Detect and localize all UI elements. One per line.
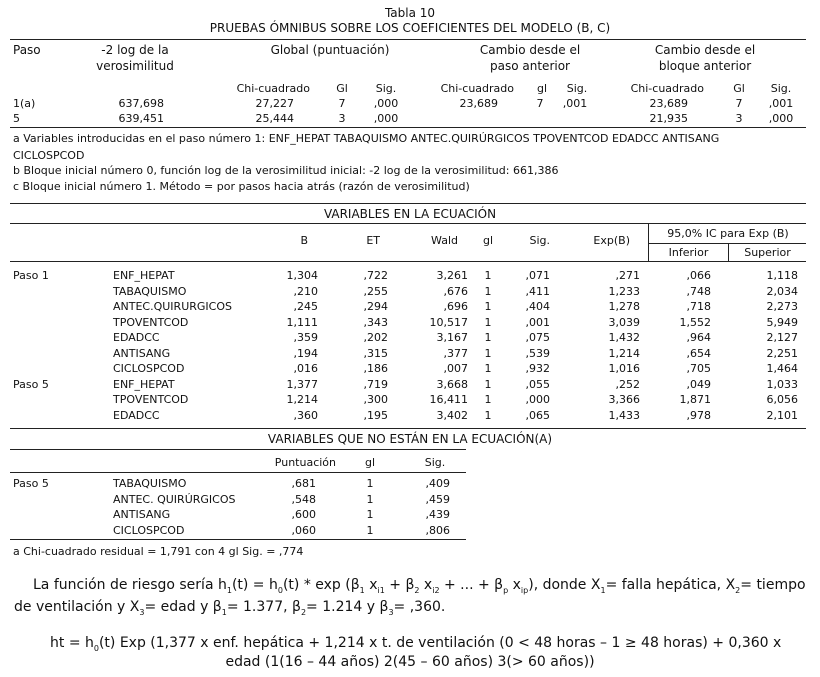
cell-punt: ,548	[291, 492, 316, 506]
cell-gl: 1	[484, 315, 492, 329]
cell-gl: 1	[484, 393, 492, 406]
row-bloque-chi: 23,689	[649, 97, 688, 110]
text-fragment: = 1.214 y β	[306, 599, 389, 615]
subscript: p	[503, 585, 509, 595]
subscript: ip	[520, 585, 529, 595]
sub-chi-paso: Chi-cuadrado	[440, 82, 514, 95]
table2-title: VARIABLES EN LA ECUACIÓN	[323, 207, 497, 221]
cell-sig: ,411	[525, 284, 550, 298]
table1-top-rule	[10, 39, 806, 40]
cell-exp: ,271	[615, 269, 640, 282]
cell-sup: 5,949	[766, 315, 798, 329]
row-global-chi: 27,227	[255, 97, 294, 110]
row-paso: 1(a)	[13, 97, 36, 110]
text-fragment: de ventilación y X	[14, 599, 140, 615]
cell-exp: 3,039	[608, 315, 640, 329]
cell-sig: ,071	[525, 269, 550, 282]
text-fragment: ), donde X	[528, 577, 601, 593]
text-fragment: + β	[384, 577, 415, 593]
text-fragment: ht = h	[50, 635, 94, 651]
cell-et: ,722	[363, 269, 388, 282]
sub-gl-global: Gl	[336, 82, 348, 95]
cell-exp: 1,233	[608, 284, 640, 298]
note-a-line1: a Variables introducidas en el paso número 1: ENF_HEPAT TABAQUISMO ANTEC.QUIRÚRGICOS TPOVENTCOD EDADCC ANTISANG	[13, 132, 720, 145]
cell-b: 1,377	[286, 377, 318, 391]
cell-sup: 2,127	[766, 331, 798, 344]
note-b: b Bloque inicial número 0, función log de la verosimilitud inicial: -2 log de la verosimilitud: 661,386	[13, 164, 559, 177]
cell-var: ENF_HEPAT	[113, 377, 175, 391]
row-bloque-sig: ,001	[768, 97, 794, 110]
cell-exp: 3,366	[608, 393, 640, 406]
row-bloque-chi: 21,935	[649, 112, 688, 125]
subscript: 1	[359, 585, 365, 595]
subscript: 1	[226, 585, 232, 595]
cell-inf: ,964	[686, 331, 711, 344]
table3-note: a Chi-cuadrado residual = 1,791 con 4 gl Sig. = ,774	[13, 545, 304, 558]
cell-sig: ,001	[525, 315, 550, 329]
cell-gl: 1	[484, 300, 492, 313]
subscript: 2	[735, 585, 741, 595]
sub-sig-paso: Sig.	[566, 82, 588, 95]
header-sig: Sig.	[529, 234, 550, 247]
subscript: 0	[93, 643, 99, 653]
table3-title-rule	[10, 449, 466, 450]
cell-inf: 1,871	[679, 393, 711, 406]
cell-gl: 1	[366, 508, 374, 521]
cell-gl: 1	[484, 362, 492, 375]
cell-sig: ,055	[525, 377, 550, 391]
cell-exp: ,252	[615, 377, 640, 391]
text-fragment: x	[508, 577, 521, 593]
cell-exp: 1,016	[608, 362, 640, 375]
text-fragment: = ,360.	[393, 599, 446, 615]
header-exp: Exp(B)	[593, 234, 630, 247]
cell-inf: ,978	[686, 408, 711, 422]
row-global-chi: 25,444	[255, 112, 294, 125]
header-puntuacion: Puntuación	[274, 456, 336, 469]
cell-sig: ,409	[425, 477, 450, 490]
cell-var: CICLOSPCOD	[113, 362, 185, 375]
cell-punt: ,060	[291, 523, 316, 537]
cell-sup: 2,251	[766, 346, 798, 360]
text-fragment: = falla hepática, X	[605, 577, 736, 593]
cell-paso: Paso 5	[13, 377, 49, 391]
table2-header-rule	[10, 261, 806, 262]
cell-var: ENF_HEPAT	[113, 269, 175, 282]
cell-b: 1,111	[286, 315, 318, 329]
cell-et: ,186	[363, 362, 388, 375]
cell-gl: 1	[484, 377, 492, 391]
hazard-function-line2	[14, 599, 445, 617]
cell-sup: 1,033	[766, 377, 798, 391]
subscript: 2	[300, 607, 307, 617]
cell-et: ,195	[363, 408, 388, 422]
table3-header-rule	[10, 472, 466, 473]
cell-b: ,016	[293, 362, 318, 375]
note-c: c Bloque inicial número 1. Método = por pasos hacia atrás (razón de verosimilitud)	[13, 180, 470, 193]
cell-inf: ,748	[686, 284, 711, 298]
cell-paso: Paso 1	[13, 269, 49, 282]
cell-exp: 1,278	[608, 300, 640, 313]
table-number: Tabla 10	[384, 6, 436, 20]
row-paso-gl: 7	[536, 97, 544, 110]
cell-b: ,359	[293, 331, 318, 344]
cell-b: ,360	[293, 408, 318, 422]
row-bloque-sig: ,000	[768, 112, 794, 125]
table2-bottom-rule	[10, 428, 806, 429]
row-bloque-gl: 7	[735, 97, 743, 110]
row-global-sig: ,000	[373, 112, 399, 125]
cell-et: ,343	[363, 315, 388, 329]
subscript: i1	[377, 585, 385, 595]
row-global-sig: ,000	[373, 97, 399, 110]
cell-gl: 1	[484, 346, 492, 360]
cell-var: TABAQUISMO	[113, 477, 187, 490]
header-b: B	[300, 234, 308, 247]
cell-exp: 1,214	[608, 346, 640, 360]
text-fragment: x	[364, 577, 378, 593]
cell-var: TPOVENTCOD	[113, 315, 189, 329]
cell-var: EDADCC	[113, 331, 160, 344]
row-log: 639,451	[118, 112, 164, 125]
subscript: 2	[414, 585, 420, 595]
sub-gl-bloque: Gl	[733, 82, 745, 95]
cell-inf: ,654	[686, 346, 711, 360]
cell-gl: 1	[366, 477, 374, 490]
cell-inf: 1,552	[679, 315, 711, 329]
cell-et: ,202	[363, 331, 388, 344]
cell-sig: ,539	[525, 346, 550, 360]
row-paso-chi: 23,689	[459, 97, 498, 110]
table3-title: VARIABLES QUE NO ESTÁN EN LA ECUACIÓN(A)	[267, 432, 553, 446]
cell-wald: ,696	[443, 300, 468, 313]
row-bloque-gl: 3	[735, 112, 743, 125]
sub-chi-global: Chi-cuadrado	[236, 82, 310, 95]
sub-sig-bloque: Sig.	[770, 82, 792, 95]
subscript: 0	[277, 585, 283, 595]
table2-title-rule	[10, 223, 806, 224]
cell-et: ,300	[363, 393, 388, 406]
equation-line1	[50, 635, 781, 653]
cell-var: TABAQUISMO	[113, 284, 187, 298]
cell-wald: 3,668	[436, 377, 468, 391]
cell-sup: 2,034	[766, 284, 798, 298]
header-gl: gl	[364, 456, 376, 469]
cell-sig: ,065	[525, 408, 550, 422]
cell-inf: ,049	[686, 377, 711, 391]
hazard-function-line1	[33, 577, 806, 595]
cell-wald: 3,402	[436, 408, 468, 422]
cell-gl: 1	[484, 408, 492, 422]
cell-inf: ,718	[686, 300, 711, 313]
cell-var: ANTISANG	[113, 508, 171, 521]
cell-sig: ,000	[525, 393, 550, 406]
text-fragment: (t) * exp (β	[282, 577, 360, 593]
cell-var: EDADCC	[113, 408, 160, 422]
cell-b: 1,214	[286, 393, 318, 406]
subscript: 3	[388, 607, 394, 617]
cell-var: ANTEC. QUIRÚRGICOS	[113, 492, 236, 506]
row-global-gl: 3	[338, 112, 346, 125]
text-fragment: (t) Exp (1,377 x enf. hepática + 1,214 x t. de ventilación (0 < 48 horas – 1 ≥ 48 horas) + 0,360 x	[98, 635, 782, 651]
row-paso: 5	[13, 112, 20, 125]
cell-punt: ,600	[291, 508, 316, 521]
header-ic: 95,0% IC para Exp (B)	[667, 227, 789, 240]
header-sig: Sig.	[424, 456, 446, 469]
cell-et: ,315	[363, 346, 388, 360]
cell-sup: 6,056	[766, 393, 798, 406]
cell-sig: ,932	[525, 362, 550, 375]
table3-bottom-rule	[10, 539, 466, 540]
cell-wald: ,676	[443, 284, 468, 298]
cell-et: ,255	[363, 284, 388, 298]
cell-sup: 1,464	[766, 362, 798, 375]
cell-gl: 1	[484, 284, 492, 298]
text-fragment: (t) = h	[231, 577, 278, 593]
cell-b: 1,304	[286, 269, 318, 282]
row-global-gl: 7	[338, 97, 346, 110]
cell-sig: ,806	[425, 523, 450, 537]
header-log-line1: -2 log de la	[101, 43, 169, 57]
cell-var: ANTISANG	[113, 346, 171, 360]
cell-sup: 2,101	[766, 408, 798, 422]
header-gl: gl	[482, 234, 494, 247]
cell-et: ,719	[363, 377, 388, 391]
cell-wald: 3,167	[436, 331, 468, 344]
cell-gl: 1	[366, 492, 374, 506]
sub-sig-global: Sig.	[375, 82, 397, 95]
text-fragment: x	[419, 577, 433, 593]
table1-bottom-rule	[10, 127, 806, 128]
cell-wald: 3,261	[436, 269, 468, 282]
text-fragment: = 1.377, β	[226, 599, 301, 615]
cell-gl: 1	[366, 523, 374, 537]
cell-sig: ,439	[425, 508, 450, 521]
header-log-line2: verosimilitud	[96, 59, 174, 73]
text-fragment: + ... + β	[439, 577, 504, 593]
table2-top-rule	[10, 203, 806, 204]
cell-b: ,194	[293, 346, 318, 360]
header-et: ET	[366, 234, 380, 247]
text-fragment: = tiempo	[740, 577, 806, 593]
sub-chi-bloque: Chi-cuadrado	[630, 82, 704, 95]
cell-exp: 1,432	[608, 331, 640, 344]
header-paso-anterior-line2: paso anterior	[490, 59, 570, 73]
cell-gl: 1	[484, 331, 492, 344]
header-paso: Paso	[13, 43, 41, 57]
cell-punt: ,681	[291, 477, 316, 490]
header-bloque-line2: bloque anterior	[658, 59, 752, 73]
sub-gl-paso: gl	[536, 82, 548, 95]
cell-wald: 16,411	[429, 393, 468, 406]
header-paso-anterior-line1: Cambio desde el	[479, 43, 581, 57]
header-inferior: Inferior	[668, 246, 709, 259]
subscript: 1	[600, 585, 606, 595]
cell-exp: 1,433	[608, 408, 640, 422]
cell-wald: ,377	[443, 346, 468, 360]
cell-sup: 1,118	[766, 269, 798, 282]
cell-var: ANTEC.QUIRURGICOS	[113, 300, 232, 313]
cell-sig: ,459	[425, 492, 450, 506]
subscript: i2	[432, 585, 440, 595]
cell-var: TPOVENTCOD	[113, 393, 189, 406]
header-wald: Wald	[431, 234, 458, 247]
cell-wald: ,007	[443, 362, 468, 375]
cell-inf: ,705	[686, 362, 711, 375]
cell-b: ,245	[293, 300, 318, 313]
row-paso-sig: ,001	[562, 97, 588, 110]
subscript: 3	[139, 607, 145, 617]
subscript: 1	[221, 607, 227, 617]
text-fragment: La función de riesgo sería h	[33, 577, 227, 593]
table3-paso: Paso 5	[13, 477, 49, 490]
header-global: Global (puntuación)	[270, 43, 390, 57]
cell-var: CICLOSPCOD	[113, 523, 185, 537]
cell-sig: ,404	[525, 300, 550, 313]
cell-gl: 1	[484, 269, 492, 282]
equation-line2: edad (1(16 – 44 años) 2(45 – 60 años) 3(> 60 años))	[225, 654, 595, 670]
cell-inf: ,066	[686, 269, 711, 282]
table1-title: PRUEBAS ÓMNIBUS SOBRE LOS COEFICIENTES DEL MODELO (B, C)	[209, 21, 611, 35]
header-bloque-line1: Cambio desde el	[654, 43, 756, 57]
row-log: 637,698	[118, 97, 164, 110]
cell-sig: ,075	[525, 331, 550, 344]
cell-et: ,294	[363, 300, 388, 313]
text-fragment: = edad y β	[144, 599, 222, 615]
header-superior: Superior	[744, 246, 791, 259]
note-a-line2: CICLOSPCOD	[13, 149, 85, 162]
cell-b: ,210	[293, 284, 318, 298]
cell-sup: 2,273	[766, 300, 798, 313]
cell-wald: 10,517	[429, 315, 468, 329]
